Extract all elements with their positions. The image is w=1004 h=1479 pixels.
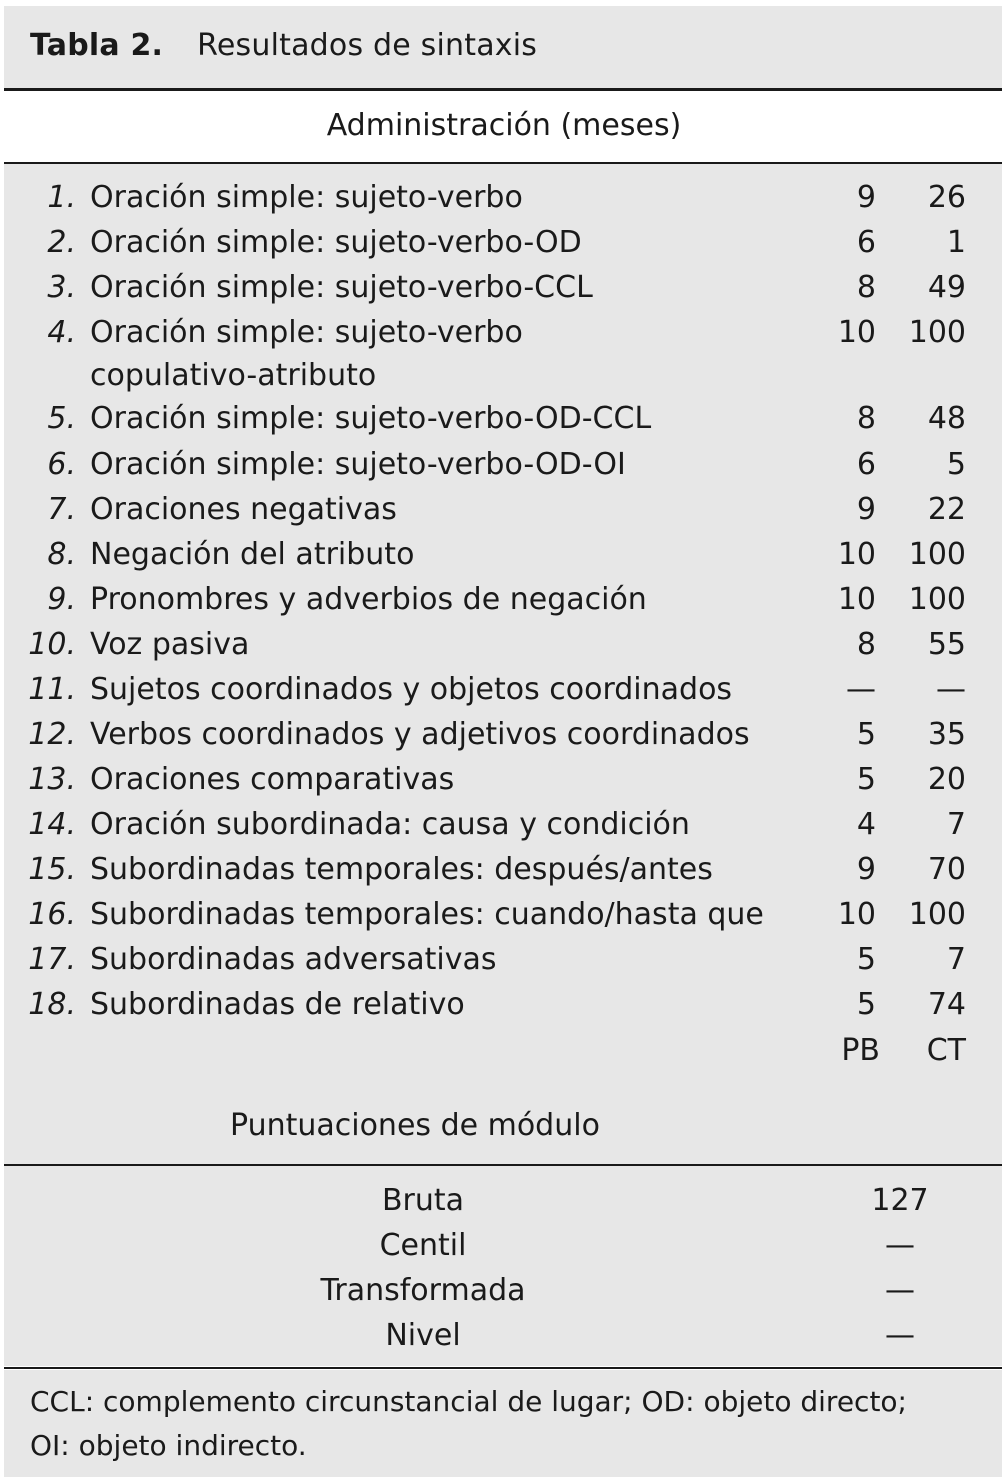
row-pb: 6 [856, 225, 876, 260]
row-number: 8. [47, 537, 76, 572]
row-label: Negación del atributo [90, 537, 415, 572]
column-ct-label: CT [926, 1033, 966, 1068]
table-title: Resultados de sintaxis [197, 28, 538, 63]
row-ct: 100 [908, 897, 966, 932]
row-ct: 100 [908, 537, 966, 572]
module-scores-title: Puntuaciones de módulo [230, 1108, 600, 1143]
row-number: 3. [47, 270, 76, 305]
row-label: Subordinadas de relativo [90, 987, 465, 1022]
table-caption [30, 28, 537, 63]
admin-header: Administración (meses) [326, 108, 682, 143]
row-pb: 10 [837, 537, 876, 572]
row-number: 14. [28, 807, 76, 842]
row-label-continuation: copulativo-atributo [90, 358, 377, 393]
row-number: 16. [28, 897, 76, 932]
row-label: Oraciones comparativas [90, 762, 455, 797]
row-ct: 22 [927, 492, 966, 527]
row-pb: 10 [837, 582, 876, 617]
row-label: Oración simple: sujeto-verbo-OD-CCL [90, 401, 652, 436]
row-ct: 5 [946, 447, 966, 482]
score-value: 127 [871, 1183, 929, 1218]
row-number: 2. [47, 225, 76, 260]
scores-bottom-rule [4, 1367, 1002, 1369]
row-ct: 70 [927, 852, 966, 887]
row-number: 12. [28, 717, 76, 752]
row-label: Oración simple: sujeto-verbo [90, 180, 523, 215]
score-value: — [885, 1228, 915, 1263]
score-label: Transformada [320, 1273, 526, 1308]
score-label: Bruta [381, 1183, 465, 1218]
row-pb: — [846, 672, 876, 707]
row-pb: 9 [856, 492, 876, 527]
row-pb: 8 [856, 627, 876, 662]
row-ct: 35 [927, 717, 966, 752]
row-number: 7. [47, 492, 76, 527]
row-label: Oración simple: sujeto-verbo-OD-OI [90, 447, 626, 482]
row-pb: 4 [856, 807, 876, 842]
row-number: 13. [28, 762, 76, 797]
row-number: 15. [28, 852, 76, 887]
row-ct: 7 [946, 807, 966, 842]
row-number: 18. [28, 987, 76, 1022]
row-ct: 26 [927, 180, 966, 215]
row-label: Oraciones negativas [90, 492, 397, 527]
row-pb: 6 [856, 447, 876, 482]
row-label: Oración simple: sujeto-verbo-OD [90, 225, 582, 260]
row-number: 4. [47, 315, 76, 350]
row-pb: 10 [837, 315, 876, 350]
row-label: Subordinadas temporales: cuando/hasta que [90, 897, 764, 932]
footnote-line-1: CCL: complemento circunstancial de lugar; OD: objeto directo; [30, 1385, 907, 1418]
row-label: Oración simple: sujeto-verbo [90, 315, 523, 350]
row-ct: 1 [946, 225, 966, 260]
row-label: Verbos coordinados y adjetivos coordinados [90, 717, 750, 752]
row-pb: 9 [856, 852, 876, 887]
row-pb: 8 [856, 270, 876, 305]
row-number: 11. [28, 672, 76, 707]
row-ct: 20 [927, 762, 966, 797]
row-ct: 55 [927, 627, 966, 662]
row-ct: 7 [946, 942, 966, 977]
row-pb: 10 [837, 897, 876, 932]
row-label: Sujetos coordinados y objetos coordinados [90, 672, 733, 707]
table-footnote [30, 1380, 990, 1468]
score-label: Centil [379, 1228, 467, 1263]
row-label: Oración simple: sujeto-verbo-CCL [90, 270, 593, 305]
score-label: Nivel [385, 1318, 461, 1353]
row-pb: 5 [856, 717, 876, 752]
row-pb: 5 [856, 762, 876, 797]
row-ct: 49 [927, 270, 966, 305]
table-label: Tabla 2. [30, 28, 164, 63]
row-number: 6. [47, 447, 76, 482]
row-number: 9. [47, 582, 76, 617]
top-rule [4, 88, 1002, 91]
row-label: Subordinadas adversativas [90, 942, 497, 977]
row-ct: 74 [927, 987, 966, 1022]
row-pb: 9 [856, 180, 876, 215]
row-pb: 5 [856, 942, 876, 977]
row-label: Subordinadas temporales: después/antes [90, 852, 713, 887]
row-number: 17. [28, 942, 76, 977]
row-number: 10. [28, 627, 76, 662]
row-pb: 8 [856, 401, 876, 436]
score-value: — [885, 1273, 915, 1308]
row-pb: 5 [856, 987, 876, 1022]
row-ct: 100 [908, 315, 966, 350]
column-pb-label: PB [841, 1033, 880, 1068]
row-ct: 48 [927, 401, 966, 436]
row-number: 1. [47, 180, 76, 215]
score-value: — [885, 1318, 915, 1353]
footnote-line-2: OI: objeto indirecto. [30, 1429, 307, 1462]
row-ct: — [936, 672, 966, 707]
row-number: 5. [47, 401, 76, 436]
row-label: Voz pasiva [90, 627, 250, 662]
row-label: Oración subordinada: causa y condición [90, 807, 690, 842]
row-label: Pronombres y adverbios de negación [90, 582, 647, 617]
row-ct: 100 [908, 582, 966, 617]
